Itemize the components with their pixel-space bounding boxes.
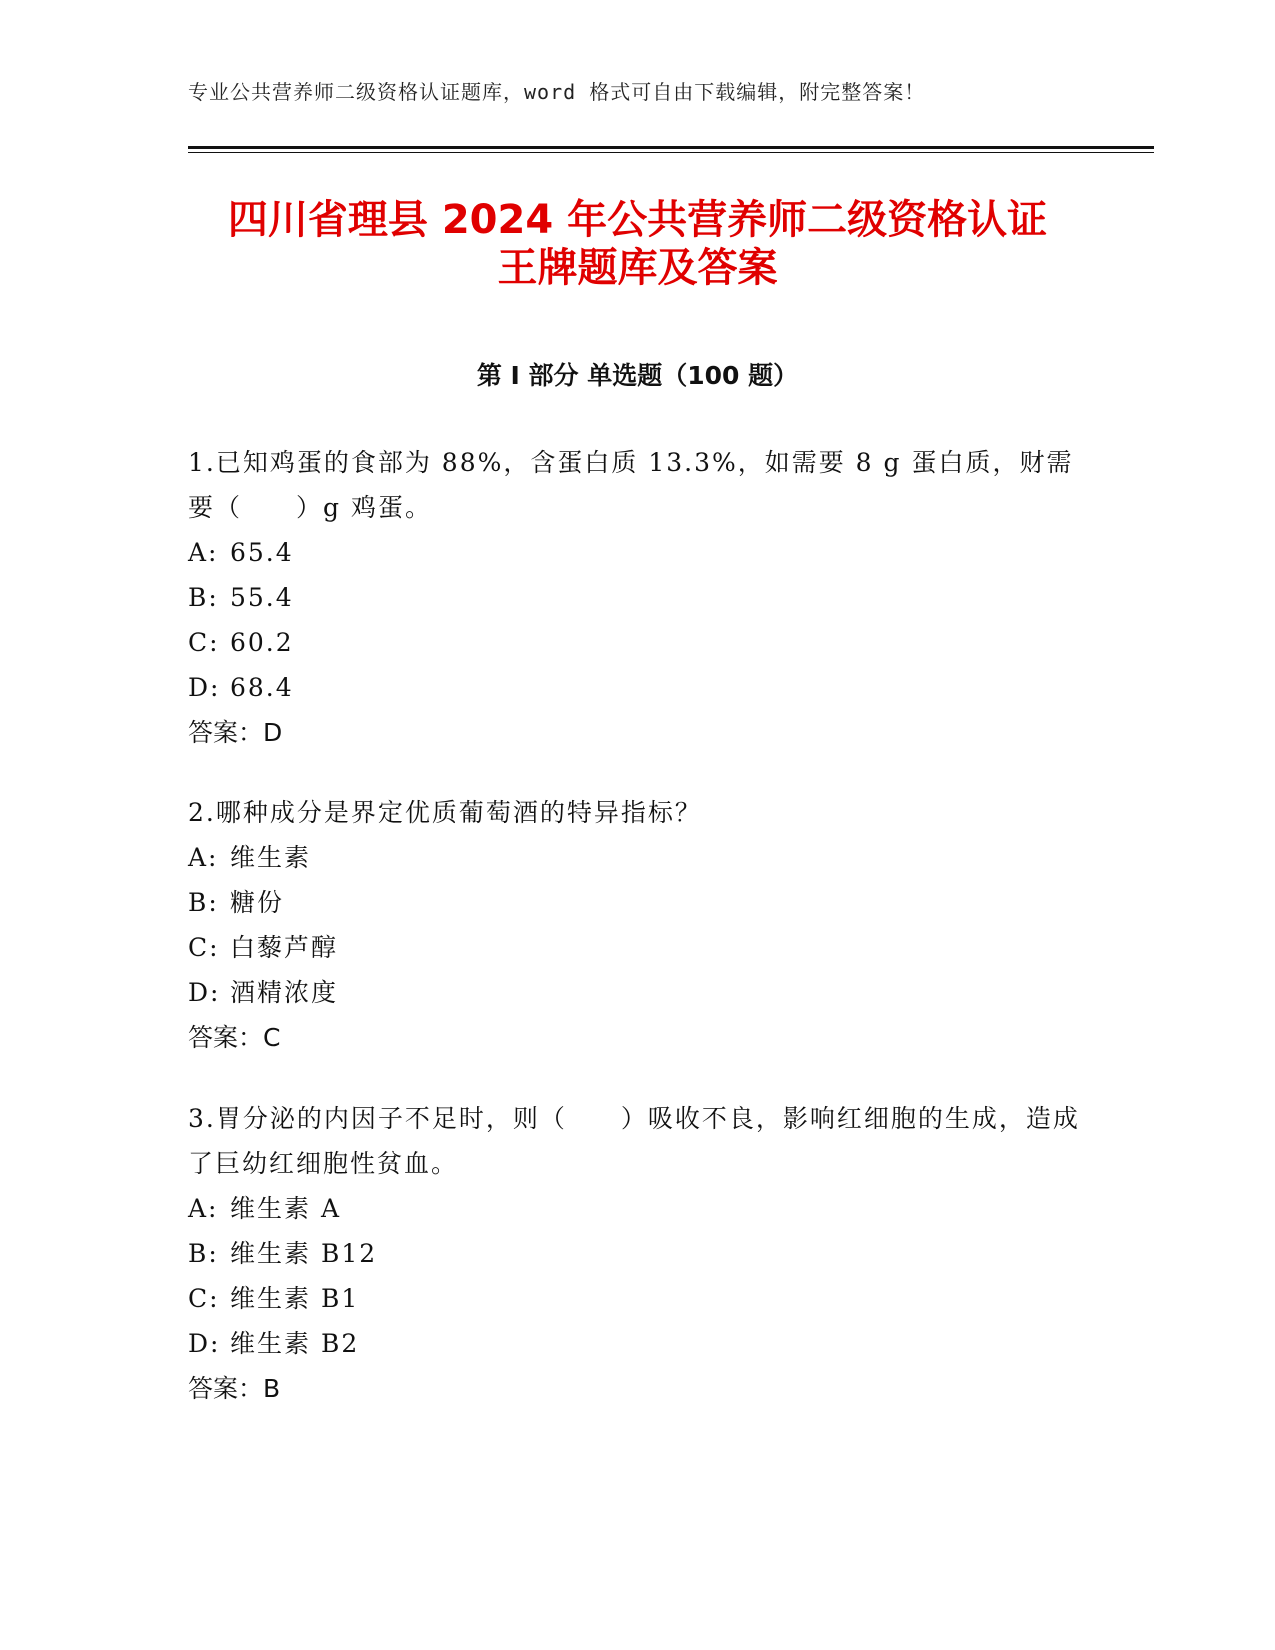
section-heading: 第 I 部分 单选题（100 题） xyxy=(476,361,799,390)
option-key: A: xyxy=(188,843,219,872)
header-note: 专业公共营养师二级资格认证题库，word 格式可自由下载编辑，附完整答案！ xyxy=(188,80,926,104)
question-1 xyxy=(188,440,1088,755)
option-b xyxy=(188,575,1088,620)
document-title xyxy=(150,196,1125,292)
question-stem: 2.哪种成分是界定优质葡萄酒的特异指标？ xyxy=(188,798,702,827)
option-text: 维生素 B12 xyxy=(230,1239,378,1268)
option-text: 糖份 xyxy=(230,888,285,917)
header-rule-thin xyxy=(188,152,1154,153)
option-text: 60.2 xyxy=(230,628,294,657)
option-b xyxy=(188,1231,1088,1276)
option-key: C: xyxy=(188,1284,220,1313)
option-text: 酒精浓度 xyxy=(230,978,339,1007)
option-text: 维生素 xyxy=(230,843,312,872)
option-b xyxy=(188,880,1088,925)
option-key: B: xyxy=(188,1239,219,1268)
option-a xyxy=(188,1186,1088,1231)
option-text: 白藜芦醇 xyxy=(230,933,339,962)
option-text: 68.4 xyxy=(230,673,294,702)
option-key: C: xyxy=(188,628,220,657)
option-key: D: xyxy=(188,1329,221,1358)
option-key: D: xyxy=(188,978,221,1007)
question-stem: 1.已知鸡蛋的食部为 88%，含蛋白质 13.3%，如需要 8 g 蛋白质，财需要（ ）g 鸡蛋。 xyxy=(188,448,1074,522)
option-d xyxy=(188,665,1088,710)
question-2 xyxy=(188,790,1088,1060)
answer: 答案：B xyxy=(188,1374,281,1403)
option-key: B: xyxy=(188,888,219,917)
option-a xyxy=(188,835,1088,880)
question-stem: 3.胃分泌的内因子不足时，则（ ）吸收不良，影响红细胞的生成，造成了巨幼红细胞性贫血。 xyxy=(188,1104,1080,1178)
title-line-2: 王牌题库及答案 xyxy=(497,245,778,291)
option-key: D: xyxy=(188,673,221,702)
option-d xyxy=(188,970,1088,1015)
option-text: 维生素 B1 xyxy=(230,1284,360,1313)
option-text: 维生素 B2 xyxy=(230,1329,360,1358)
answer: 答案：D xyxy=(188,718,283,747)
option-c xyxy=(188,925,1088,970)
option-text: 维生素 A xyxy=(230,1194,342,1223)
question-3 xyxy=(188,1096,1088,1411)
option-c xyxy=(188,620,1088,665)
title-line-1: 四川省理县 2024 年公共营养师二级资格认证 xyxy=(227,197,1048,243)
option-key: A: xyxy=(188,538,219,567)
option-key: C: xyxy=(188,933,220,962)
option-c xyxy=(188,1276,1088,1321)
option-key: B: xyxy=(188,583,219,612)
option-a xyxy=(188,530,1088,575)
option-text: 55.4 xyxy=(230,583,294,612)
answer: 答案：C xyxy=(188,1023,281,1052)
option-text: 65.4 xyxy=(230,538,294,567)
option-d xyxy=(188,1321,1088,1366)
option-key: A: xyxy=(188,1194,219,1223)
header-rule-thick xyxy=(188,146,1154,149)
